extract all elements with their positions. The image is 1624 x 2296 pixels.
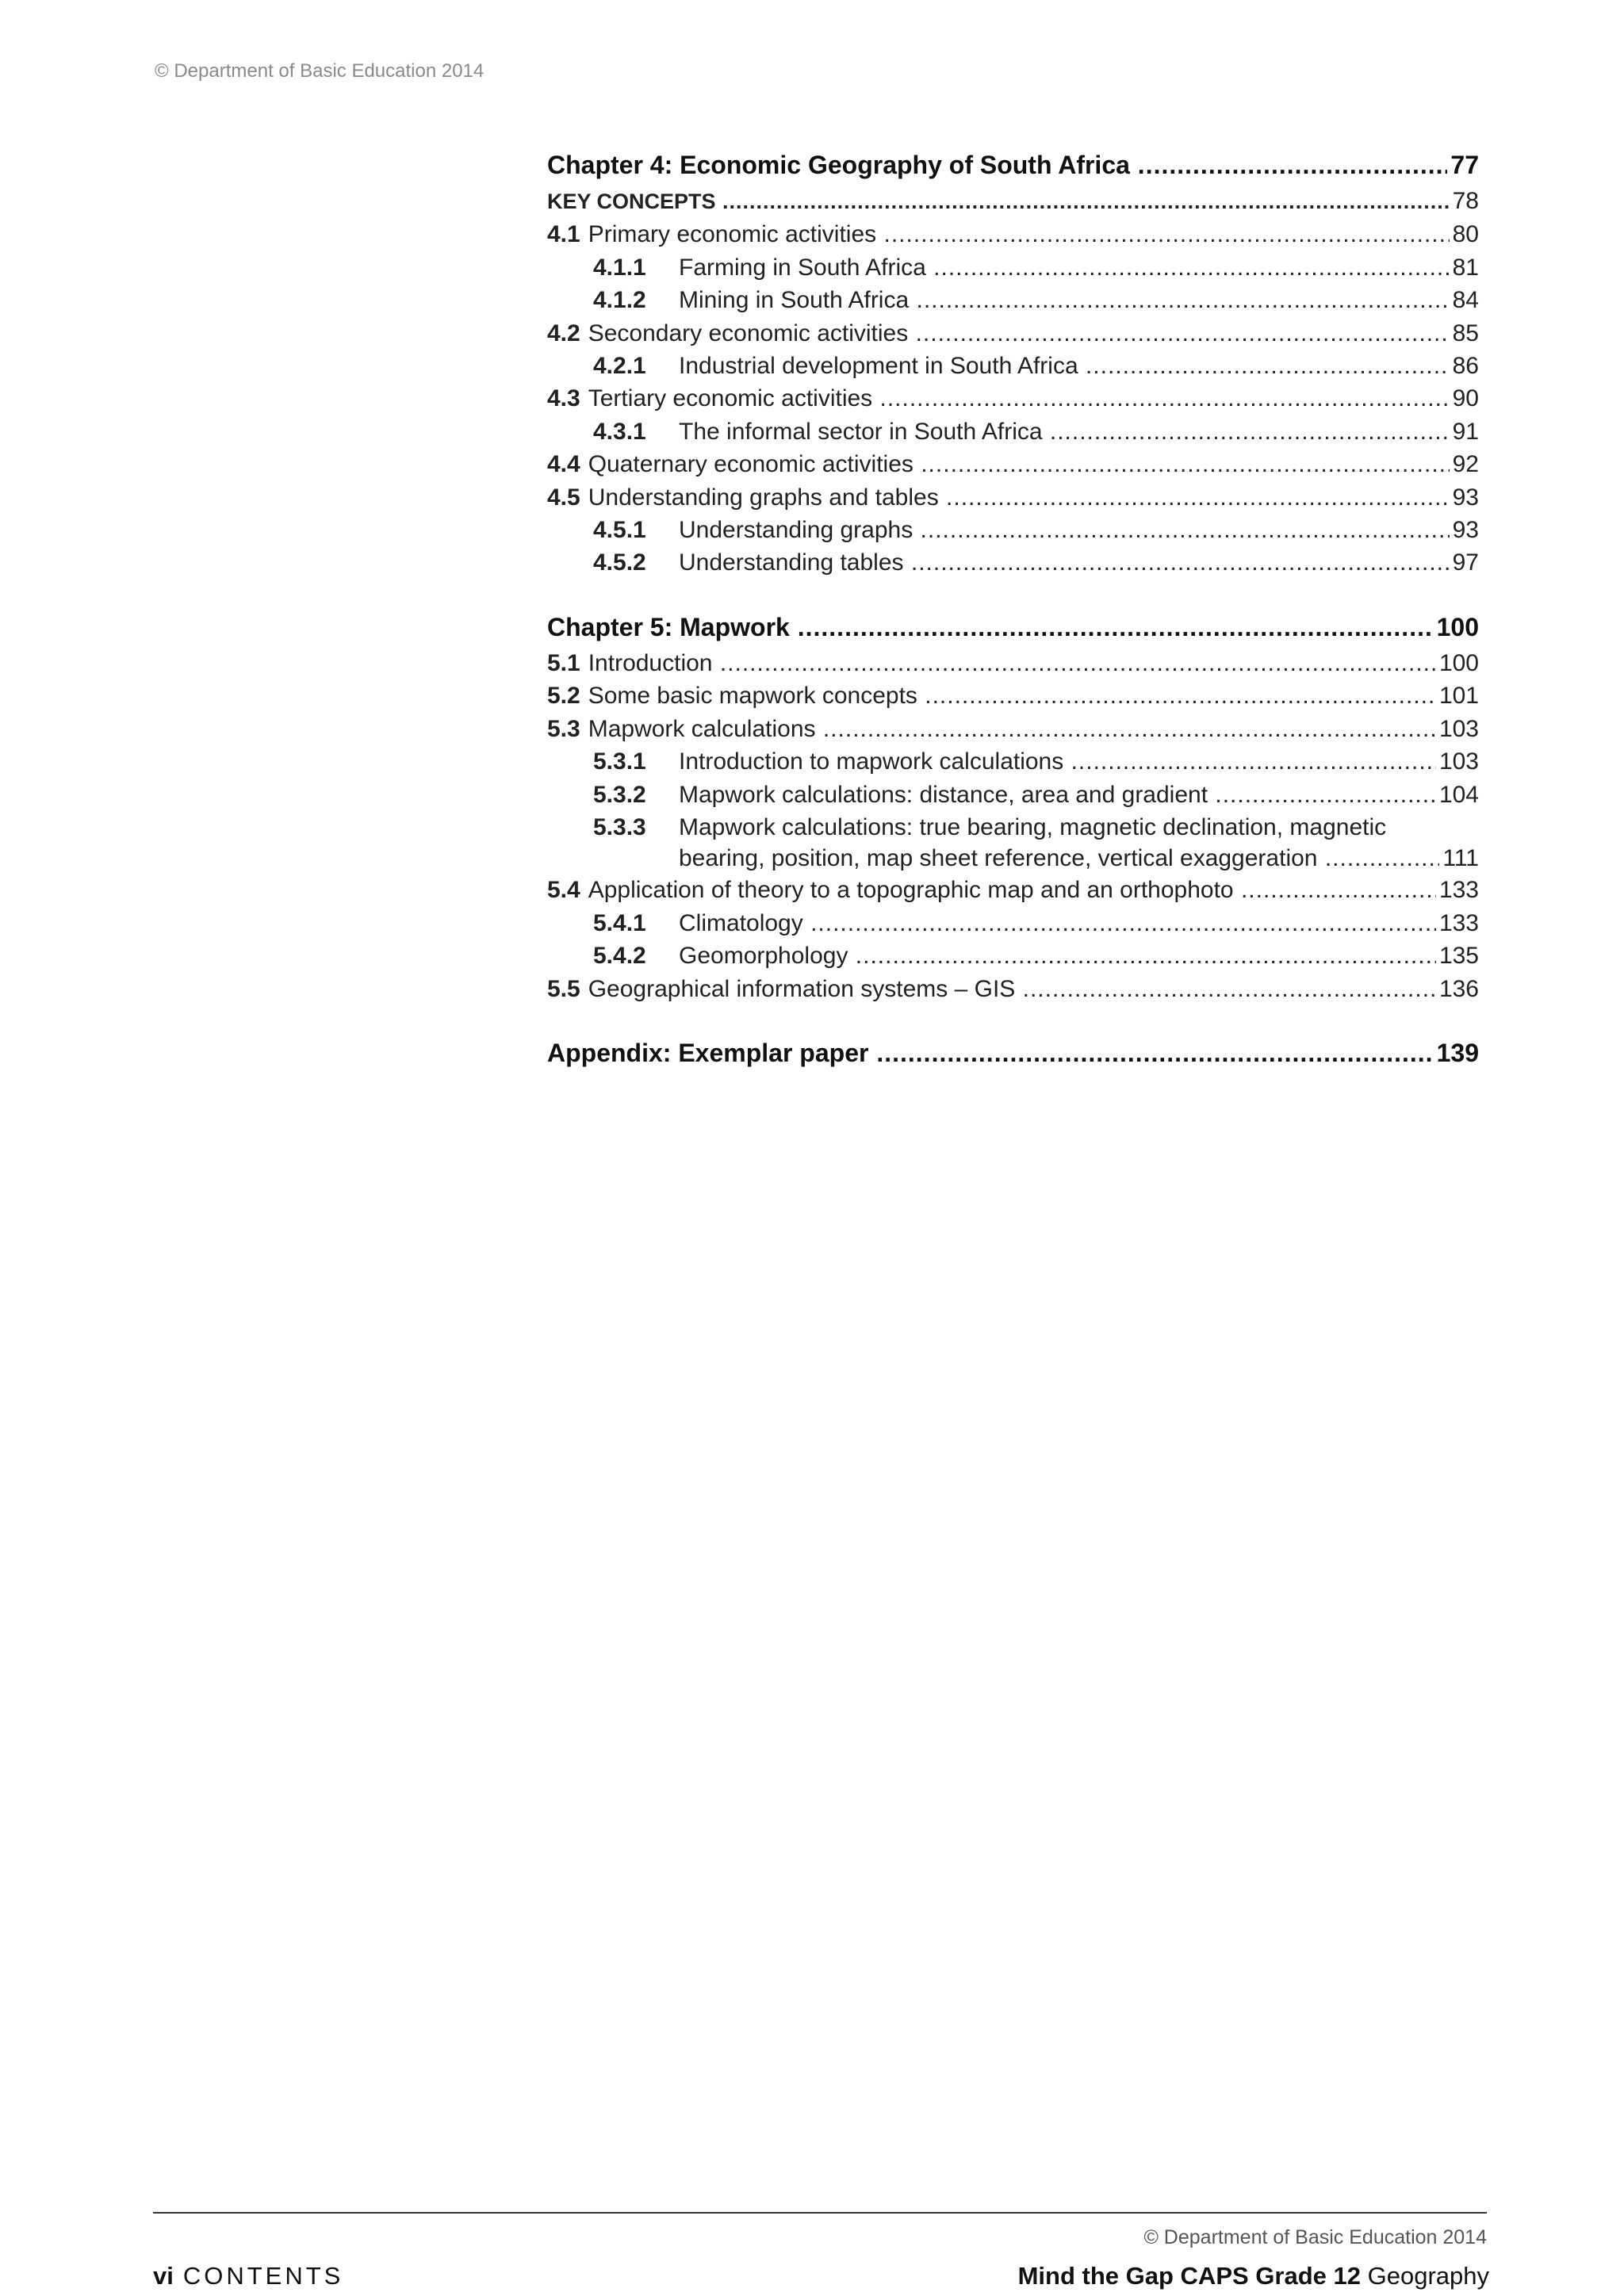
page-number: 97: [1452, 549, 1479, 576]
entry-title: Understanding graphs and tables: [588, 484, 939, 511]
entry-number: 5.3.3: [593, 813, 646, 840]
entry-number: 4.3.1: [593, 418, 646, 445]
entry-title: Mapwork calculations: distance, area and gradient: [679, 781, 1208, 808]
entry-number: 5.1: [547, 649, 580, 676]
entry-title: Farming in South Africa: [679, 254, 926, 281]
page-number: 136: [1438, 975, 1479, 1002]
page-number: 135: [1438, 943, 1479, 970]
toc-entry[interactable]: [547, 317, 1479, 350]
entry-number: 5.4.1: [593, 909, 646, 936]
table-of-contents: [547, 147, 1479, 1071]
entry-number: 4.5.2: [593, 549, 646, 576]
entry-number: 4.3: [547, 385, 580, 412]
entry-title: Tertiary economic activities: [588, 385, 873, 412]
toc-entry[interactable]: [547, 939, 1479, 972]
page-number: 81: [1452, 254, 1479, 281]
entry-number: 4.2.1: [593, 353, 646, 380]
entry-number: 5.5: [547, 975, 580, 1002]
footer-section: CONTENTS: [182, 2262, 344, 2290]
entry-title: KEY CONCEPTS .....: [547, 186, 1450, 218]
entry-number: 4.5: [547, 484, 580, 511]
entry-number: 5.3: [547, 715, 580, 742]
toc-entry[interactable]: [547, 350, 1479, 382]
header-copyright: © Department of Basic Education 2014: [155, 60, 485, 82]
footer-divider: [153, 2212, 1487, 2214]
footer-book-title: Mind the Gap CAPS Grade 12: [1017, 2262, 1361, 2290]
entry-number: 5.4: [547, 877, 580, 904]
toc-entry[interactable]: [547, 647, 1479, 679]
page-number: 90: [1452, 385, 1479, 412]
page-number: 78: [1452, 188, 1479, 214]
page-number: 103: [1438, 715, 1479, 742]
entry-number: 5.4.2: [593, 943, 646, 970]
entry-number: 4.1.2: [593, 287, 646, 314]
toc-entry[interactable]: [547, 779, 1479, 811]
entry-number: 4.1.1: [593, 254, 646, 281]
toc-chapter-5[interactable]: [547, 609, 1479, 645]
entry-title: Climatology: [679, 909, 803, 936]
entry-number: 4.5.1: [593, 517, 646, 544]
page-number: 86: [1452, 353, 1479, 380]
toc-entry[interactable]: [547, 415, 1479, 448]
footer-subject: Geography: [1367, 2262, 1489, 2290]
entry-number: 5.3.1: [593, 748, 646, 775]
chapter-title: Chapter 5: Mapwork .....: [547, 609, 1434, 645]
page-number: 92: [1452, 451, 1479, 478]
toc-appendix[interactable]: [547, 1035, 1479, 1071]
entry-number: 4.2: [547, 320, 580, 346]
page-number: 104: [1438, 781, 1479, 808]
toc-entry[interactable]: [547, 218, 1479, 251]
entry-title: Industrial development in South Africa: [679, 353, 1078, 380]
entry-number: 5.3.2: [593, 781, 646, 808]
page-number: 101: [1438, 683, 1479, 710]
toc-entry[interactable]: [547, 745, 1479, 778]
page-number: 84: [1452, 287, 1479, 314]
footer-page-number: vi: [153, 2262, 174, 2290]
toc-entry[interactable]: [547, 514, 1479, 546]
entry-title: Some basic mapwork concepts: [588, 683, 917, 710]
page-number: 133: [1438, 909, 1479, 936]
entry-title-continued: bearing, position, map sheet reference, vertical exaggeration .....: [679, 844, 1439, 874]
toc-entry[interactable]: [547, 907, 1479, 939]
toc-entry[interactable]: [547, 874, 1479, 906]
entry-title: The informal sector in South Africa: [679, 418, 1043, 445]
toc-entry[interactable]: [547, 713, 1479, 745]
page-number: 77: [1450, 151, 1479, 179]
toc-entry-continuation[interactable]: [547, 844, 1479, 874]
entry-title: Geographical information systems – GIS: [588, 975, 1016, 1002]
page-number: 100: [1436, 612, 1479, 641]
toc-entry[interactable]: [547, 284, 1479, 316]
toc-entry[interactable]: [547, 811, 1479, 844]
toc-entry[interactable]: [547, 481, 1479, 514]
entry-number: 4.1: [547, 221, 580, 248]
toc-chapter-4[interactable]: [547, 147, 1479, 183]
entry-number: 5.2: [547, 683, 580, 710]
chapter-title: Chapter 4: Economic Geography of South Africa .....: [547, 147, 1447, 183]
page-number: 100: [1438, 649, 1479, 676]
entry-title: Geomorphology: [679, 943, 848, 970]
footer-copyright: © Department of Basic Education 2014: [1143, 2226, 1487, 2248]
entry-number: 4.4: [547, 451, 580, 478]
toc-entry[interactable]: [547, 382, 1479, 415]
entry-title: Primary economic activities: [588, 221, 877, 248]
toc-key-concepts[interactable]: [547, 185, 1479, 218]
page-number: 111: [1442, 845, 1479, 872]
toc-entry[interactable]: [547, 448, 1479, 480]
page-number: 80: [1452, 221, 1479, 248]
entry-title: Secondary economic activities: [588, 320, 909, 346]
page-number: 133: [1438, 877, 1479, 904]
page-number: 139: [1436, 1038, 1479, 1067]
page-number: 103: [1438, 748, 1479, 775]
entry-title: Mapwork calculations: [588, 715, 816, 742]
page-number: 93: [1452, 517, 1479, 544]
entry-title: Mapwork calculations: true bearing, magnetic declination, magnetic: [679, 813, 1387, 840]
footer-right: [1018, 2262, 1489, 2290]
entry-title: Understanding tables: [679, 549, 904, 576]
toc-entry[interactable]: [547, 973, 1479, 1005]
entry-title: Application of theory to a topographic map and an orthophoto: [588, 877, 1234, 904]
entry-title: Quaternary economic activities: [588, 451, 914, 478]
toc-entry[interactable]: [547, 251, 1479, 284]
page-number: 85: [1452, 320, 1479, 346]
entry-title: Understanding graphs: [679, 517, 914, 544]
entry-title: Introduction to mapwork calculations: [679, 748, 1064, 775]
page-number: 91: [1452, 418, 1479, 445]
toc-entry[interactable]: [547, 546, 1479, 579]
footer-left: [153, 2262, 343, 2290]
appendix-title: Appendix: Exemplar paper .....: [547, 1035, 1434, 1071]
toc-entry[interactable]: [547, 679, 1479, 712]
entry-title: Introduction: [588, 649, 713, 676]
page-number: 93: [1452, 484, 1479, 511]
entry-title: Mining in South Africa: [679, 287, 910, 314]
